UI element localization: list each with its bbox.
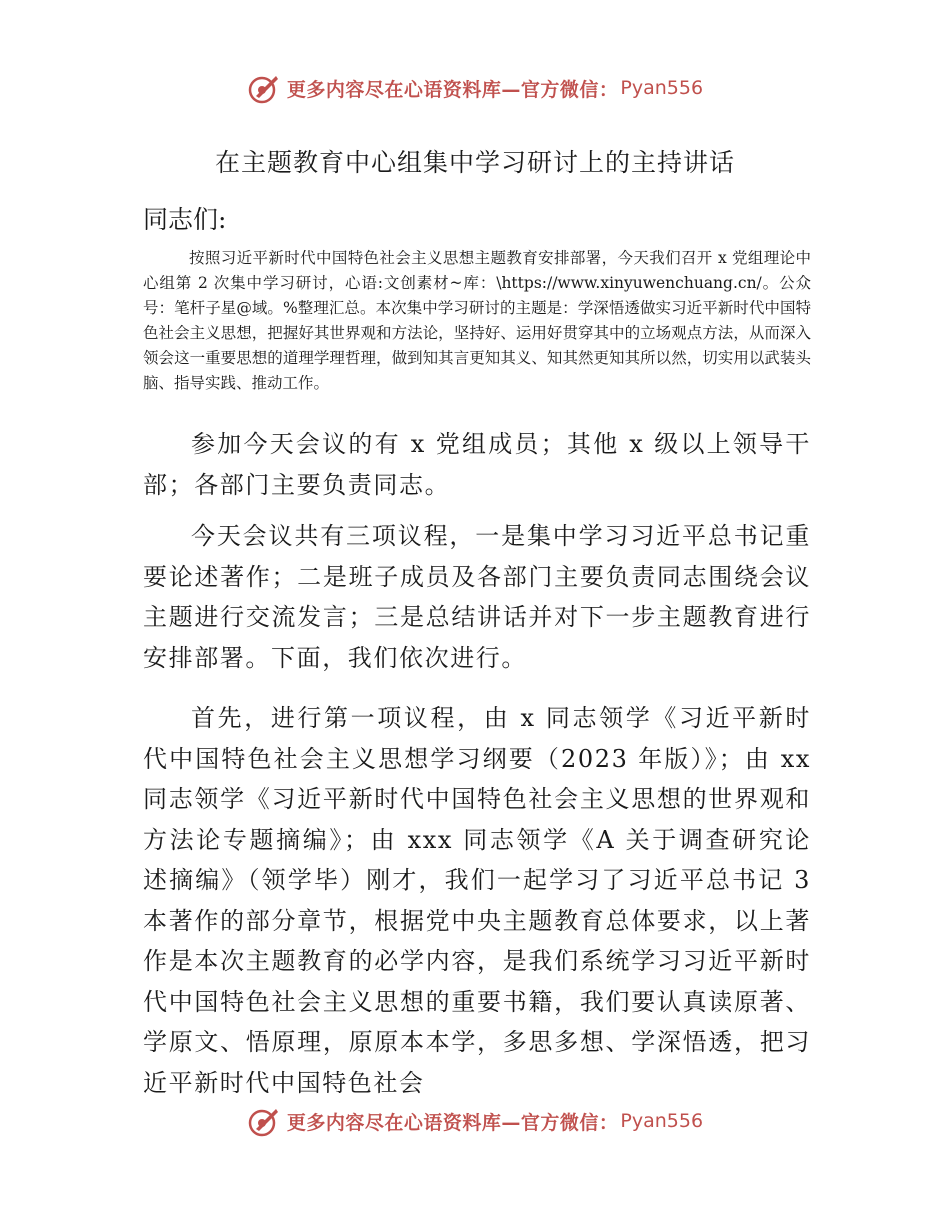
watermark-text: 更多内容尽在心语资料库—官方微信： <box>286 78 619 101</box>
paragraph-attendees: 参加今天会议的有 x 党组成员；其他 x 级以上领导干部；各部门主要负责同志。 <box>143 430 811 499</box>
document-title: 在主题教育中心组集中学习研讨上的主持讲话 <box>214 148 735 177</box>
quill-logo-icon <box>247 1104 281 1138</box>
salutation: 同志们: <box>143 205 227 234</box>
watermark-wechat-id: Pyan556 <box>620 77 704 99</box>
quill-logo-icon <box>247 71 281 105</box>
watermark-text: 更多内容尽在心语资料库—官方微信： <box>286 1111 619 1134</box>
watermark-banner-top <box>0 71 950 105</box>
paragraph-first-item: 首先，进行第一项议程，由 x 同志领学《习近平新时代中国特色社会主义思想学习纲要（2023 年版）》；由 xx 同志领学《习近平新时代中国特色社会主义思想的世界观和方法论专题摘编》；由 xxx 同志领学《A 关于调查研究论述摘编》（领学毕）刚才，我们一起学习了习近平总书记 3 本著作的部分章节，根据党中央主题教育总体要求，以上著作是本次主题教育的必学内容，是我们系统学习习近平新时代中国特色社会主义思想的重要书籍，我们要认真读原著、学原文、悟原理，原原本本学，多思多想、学深悟透，把习近平新时代中国特色社会 <box>143 704 811 1097</box>
paragraph-agenda: 今天会议共有三项议程，一是集中学习习近平总书记重要论述著作；二是班子成员及各部门主要负责同志围绕会议主题进行交流发言；三是总结讲话并对下一步主题教育进行安排部署。下面，我们依次进行。 <box>143 522 811 672</box>
paragraph-intro: 按照习近平新时代中国特色社会主义思想主题教育安排部署，今天我们召开 x 党组理论中心组第 2 次集中学习研讨，心语:文创素材~库：\https://www.xinyuwenchuang.cn/。公众号：笔杆子星@域。%整理汇总。本次集中学习研讨的主题是：学深悟透做实习近平新时代中国特色社会主义思想，把握好其世界观和方法论，坚持好、运用好贯穿其中的立场观点方法，从而深入领会这一重要思想的道理学理哲理，做到知其言更知其义、知其然更知其所以然，切实用以武装头脑、指导实践、推动工作。 <box>143 249 811 392</box>
watermark-wechat-id: Pyan556 <box>620 1110 704 1132</box>
watermark-banner-bottom <box>0 1104 950 1138</box>
